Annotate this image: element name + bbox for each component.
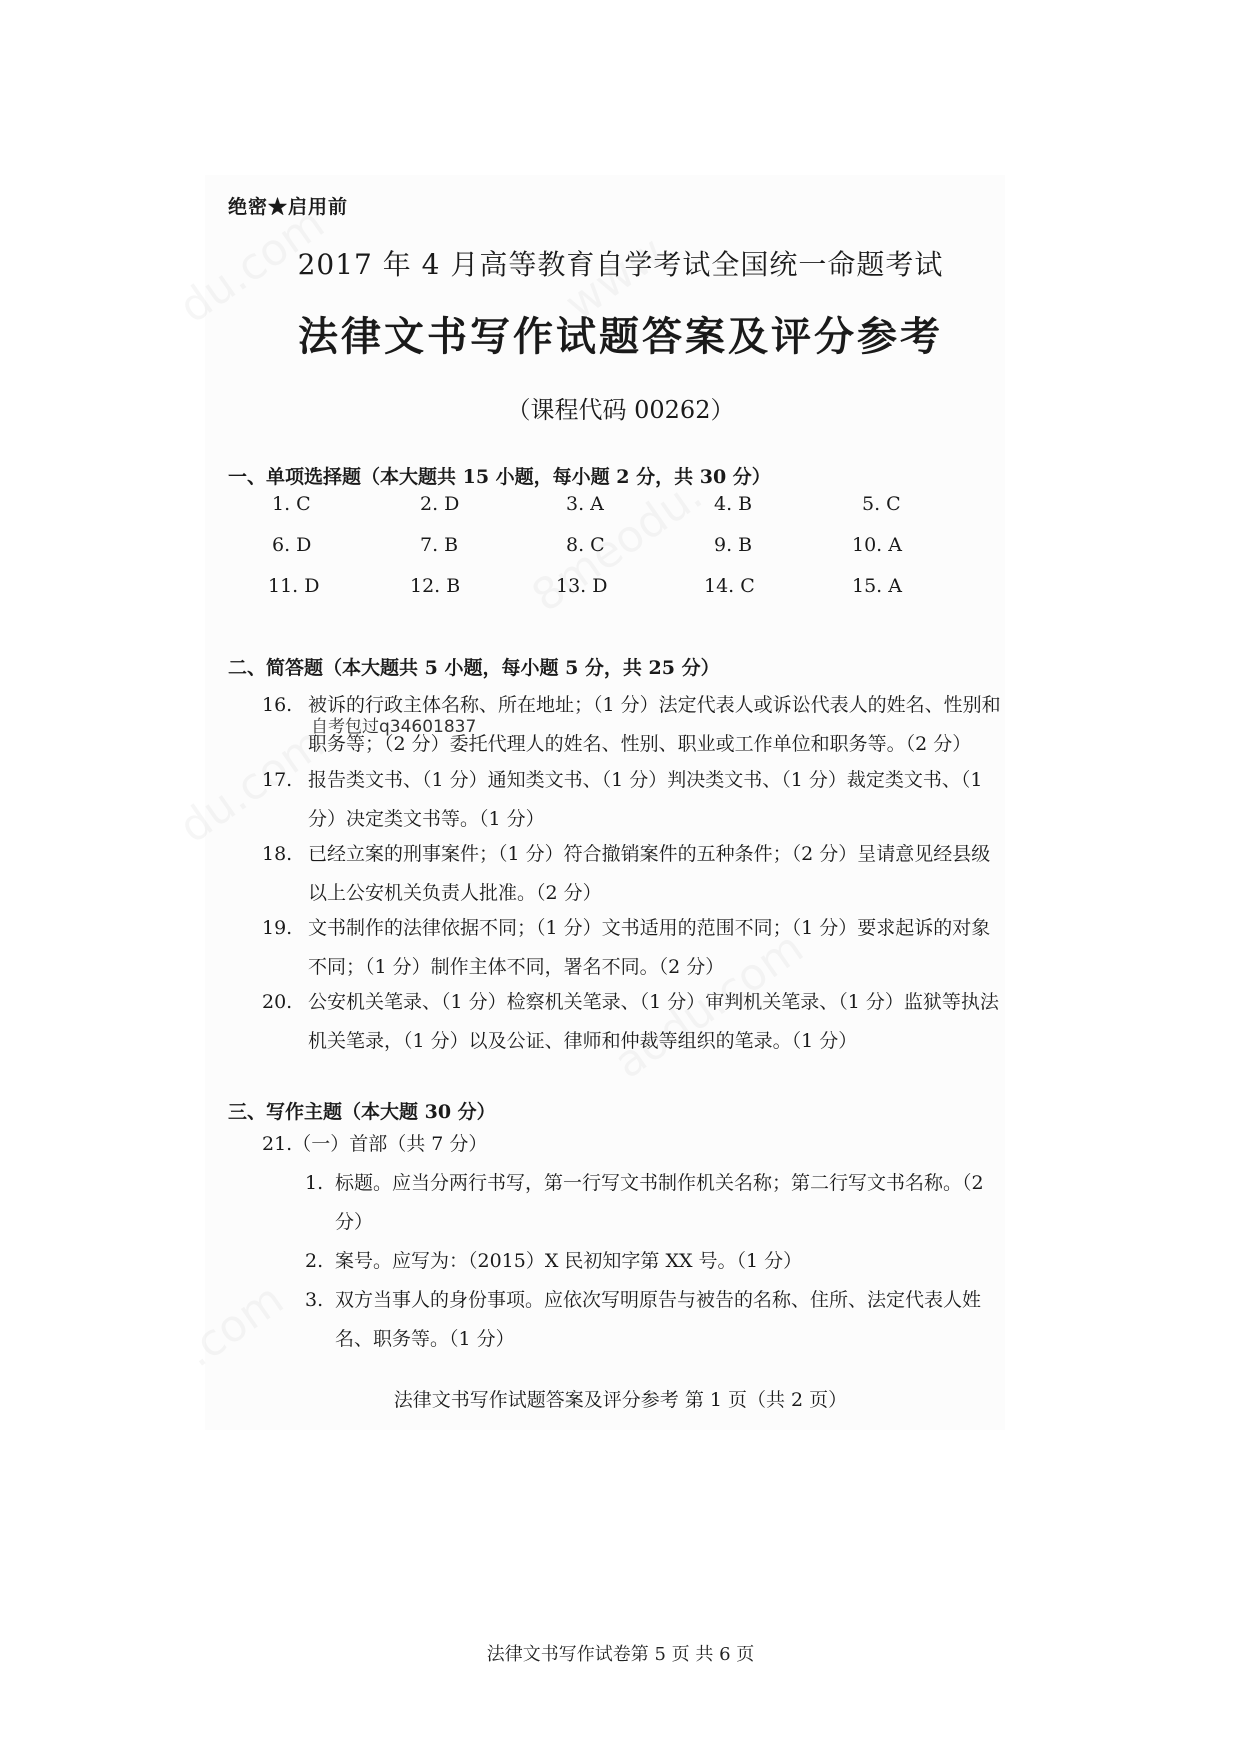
answer-cell: 4. B [714, 493, 753, 515]
answer-row [272, 493, 952, 534]
answer-cell: 12. B [410, 575, 461, 597]
item-text: 双方当事人的身份事项。应依次写明原告与被告的名称、住所、法定代表人姓名、职务等。（1 分） [335, 1289, 982, 1350]
answer-row [268, 575, 952, 616]
short-answer-item [262, 983, 1007, 1061]
answer-cell: 8. C [566, 534, 605, 556]
section1-heading: 一、单项选择题（本大题共 15 小题，每小题 2 分，共 30 分） [228, 466, 771, 488]
question-21: 21.（一）首部（共 7 分） [262, 1133, 488, 1155]
item-number: 20. [262, 991, 293, 1013]
answer-row [272, 534, 952, 575]
handwritten-note: 自考包过q34601837 [311, 717, 477, 737]
item-text: 报告类文书、（1 分）通知类文书、（1 分）判决类文书、（1 分）裁定类文书、（1 分）决定类文书等。（1 分） [308, 769, 983, 830]
course-code: （课程代码 00262） [506, 396, 735, 424]
secret-label: 绝密★启用前 [228, 196, 349, 218]
writing-item [305, 1164, 1010, 1242]
answer-cell: 5. C [862, 493, 901, 515]
answer-cell: 2. D [420, 493, 460, 515]
short-answer-item [262, 835, 1007, 913]
section2-heading: 二、简答题（本大题共 5 小题，每小题 5 分，共 25 分） [228, 657, 720, 679]
short-answer-item [262, 761, 1007, 839]
exam-title: 2017 年 4 月高等教育自学考试全国统一命题考试 [297, 248, 944, 281]
short-answer-item [262, 909, 1007, 987]
item-number: 19. [262, 917, 293, 939]
writing-item [305, 1281, 1010, 1359]
answer-cell: 13. D [556, 575, 608, 597]
item-text: 文书制作的法律依据不同；（1 分）文书适用的范围不同；（1 分）要求起诉的对象不同；（1 分）制作主体不同，署名不同。（2 分） [308, 917, 991, 978]
item-text: 标题。应当分两行书写，第一行写文书制作机关名称；第二行写文书名称。（2 分） [335, 1172, 984, 1233]
answer-cell: 14. C [704, 575, 755, 597]
answer-cell: 10. A [852, 534, 902, 556]
item-text: 公安机关笔录、（1 分）检察机关笔录、（1 分）审判机关笔录、（1 分）监狱等执法机关笔录，（1 分）以及公证、律师和仲裁等组织的笔录。（1 分） [308, 991, 999, 1052]
item-number: 2. [305, 1250, 324, 1272]
item-number: 17. [262, 769, 293, 791]
answer-cell: 1. C [272, 493, 311, 515]
item-text: 被诉的行政主体名称、所在地址；（1 分）法定代表人或诉讼代表人的姓名、性别和职务等；（2 分）委托代理人的姓名、性别、职业或工作单位和职务等。（2 分） [308, 694, 1001, 755]
item-text: 案号。应写为：（2015）X 民初知字第 XX 号。（1 分） [335, 1250, 803, 1272]
answer-cell: 3. A [566, 493, 604, 515]
item-number: 16. [262, 694, 293, 716]
answer-grid [268, 493, 952, 616]
answer-cell: 9. B [714, 534, 753, 556]
item-number: 1. [305, 1172, 324, 1194]
inner-page-footer: 法律文书写作试题答案及评分参考 第 1 页（共 2 页） [393, 1389, 848, 1411]
writing-item [305, 1242, 1010, 1281]
document-title: 法律文书写作试题答案及评分参考 [298, 313, 943, 360]
item-number: 18. [262, 843, 293, 865]
page-footer: 法律文书写作试卷第 5 页 共 6 页 [486, 1644, 755, 1665]
item-number: 3. [305, 1289, 324, 1311]
section3-heading: 三、写作主题（本大题 30 分） [228, 1101, 496, 1123]
answer-cell: 6. D [272, 534, 312, 556]
answer-cell: 11. D [268, 575, 320, 597]
answer-cell: 15. A [852, 575, 902, 597]
answer-cell: 7. B [420, 534, 459, 556]
item-text: 已经立案的刑事案件；（1 分）符合撤销案件的五种条件；（2 分）呈请意见经县级以上公安机关负责人批准。（2 分） [308, 843, 991, 904]
